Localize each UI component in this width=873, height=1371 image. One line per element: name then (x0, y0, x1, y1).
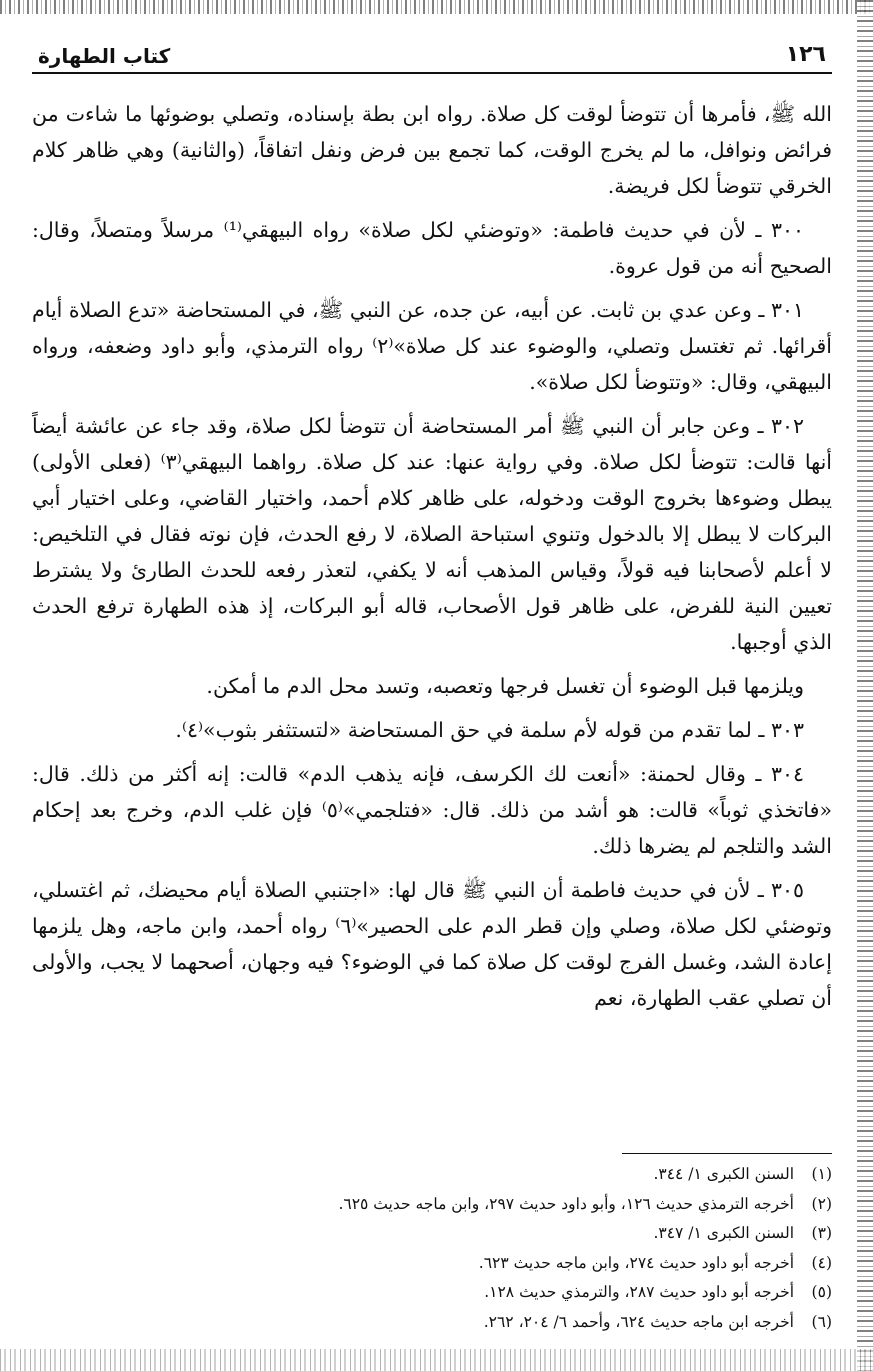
footnote-text: السنن الكبرى ١/ ٣٤٧. (653, 1224, 794, 1242)
paragraph: ويلزمها قبل الوضوء أن تغسل فرجها وتعصبه، وتسد محل الدم ما أمكن. (206, 674, 804, 698)
footnote-text: أخرجه أبو داود حديث ٢٧٤، وابن ماجه حديث ٦٢٣. (478, 1253, 794, 1272)
footnote (32, 1249, 832, 1279)
footnote-number: (١) (811, 1165, 832, 1183)
paragraph: ٣٠٤ ـ وقال لحمنة: «أنعت لك الكرسف، فإنه يذهب الدم» قالت: إنه أكثر من ذلك. قال: «فاتخذي ثوباً» قالت: هو أشد من ذلك. قال: «فتلجمي»⁽٥⁾ فإن غلب الدم، وخرج بعد إحكام الشد والتلجم لم يضرها ذلك. (32, 762, 833, 858)
decorative-border-right (857, 0, 873, 1371)
footnote-text: أخرجه أبو داود حديث ٢٨٧، والترمذي حديث ١٢٨. (484, 1283, 794, 1301)
footnote-number: (٥) (811, 1283, 832, 1301)
footnotes (32, 1160, 832, 1337)
footnote-text: أخرجه الترمذي حديث ١٢٦، وأبو داود حديث ٢٩٧، وابن ماجه حديث ٦٢٥. (338, 1194, 794, 1213)
footnote-divider (622, 1153, 832, 1154)
paragraph: ٣٠٥ ـ لأن في حديث فاطمة أن النبي ﷺ قال لها: «اجتنبي الصلاة أيام محيضك، ثم اغتسلي، وتوضئي لكل صلاة، وصلي وإن قطر الدم على الحصير»⁽٦⁾ رواه أحمد، وابن ماجه، وهل يلزمها إعادة الشد، وغسل الفرج لوقت كل صلاة كما في الوضوء؟ فيه وجهان، أصحهما لا يجب، والأولى أن تصلي عقب الطهارة، نعم (32, 878, 832, 1010)
paragraph: ٣٠٣ ـ لما تقدم من قوله لأم سلمة في حق المستحاضة «لتستثفر بثوب»⁽٤⁾. (175, 718, 804, 742)
main-text (32, 96, 832, 1024)
page-header (32, 38, 832, 74)
paragraph: ٣٠٠ ـ لأن في حديث فاطمة: «وتوضئي لكل صلاة» رواه البيهقي⁽¹⁾ مرسلاً ومتصلاً، وقال: الصحيح أنه من قول عروة. (32, 218, 832, 278)
decorative-border-bottom (0, 1349, 873, 1371)
footnote-number: (٢) (811, 1194, 832, 1213)
decorative-border-top (0, 0, 873, 14)
footnote (32, 1160, 832, 1190)
paragraph: الله ﷺ، فأمرها أن تتوضأ لوقت كل صلاة. رواه ابن بطة بإسناده، وتصلي بوضوئها ما شاءت من فرائض ونوافل، ما لم يخرج الوقت، كما تجمع بين فرض ونفل اتفاقاً، (والثانية) وهي ظاهر كلام الخرقي تتوضأ لكل فريضة. (32, 102, 832, 198)
paragraph: ٣٠٢ ـ وعن جابر أن النبي ﷺ أمر المستحاضة أن تتوضأ لكل صلاة، وقد جاء عن عائشة أيضاً أنها قالت: تتوضأ لكل صلاة. وفي رواية عنها: عند كل صلاة. رواهما البيهقي⁽٣⁾ (فعلى الأولى) يبطل وضوءها بخروج الوقت ودخوله، على ظاهر كلام أحمد، واختيار القاضي، وعلى اختيار أبي البركات لا يبطل إلا بالدخول وتنوي استباحة الصلاة، لا رفع الحدث، فإن نوته فقال في التلخيص: لا أعلم لأصحابنا فيه قولاً، وقياس المذهب أنه لا يكفي، لتعذر رفعه للحدث الطارئ ولا يشترط تعيين النية للفرض، على ظاهر قول الأصحاب، قاله أبو البركات، إذ هذه الطهارة ترفع الحدث الذي أوجبها. (32, 414, 832, 654)
footnote-text: أخرجه ابن ماجه حديث ٦٢٤، وأحمد ٦/ ٢٠٤، ٢٦٢. (483, 1312, 794, 1331)
paragraph: ٣٠١ ـ وعن عدي بن ثابت. عن أبيه، عن جده، عن النبي ﷺ، في المستحاضة «تدع الصلاة أيام أقرائها. ثم تغتسل وتصلي، والوضوء عند كل صلاة»⁽٢⁾ رواه الترمذي، وأبو داود وضعفه، ورواه البيهقي، وقال: «وتتوضأ لكل صلاة». (32, 298, 833, 394)
footnote (32, 1190, 832, 1220)
page-number: ١٢٦ (785, 42, 826, 67)
footnote-number: (٤) (811, 1253, 832, 1272)
chapter-title: كتاب الطهارة (38, 44, 171, 68)
footnote-number: (٦) (811, 1312, 832, 1331)
footnote-text: السنن الكبرى ١/ ٣٤٤. (653, 1165, 794, 1183)
footnote-number: (٣) (811, 1224, 832, 1242)
footnote (32, 1308, 832, 1338)
footnote (32, 1278, 832, 1308)
book-page (32, 38, 833, 1331)
footnote (32, 1219, 832, 1249)
